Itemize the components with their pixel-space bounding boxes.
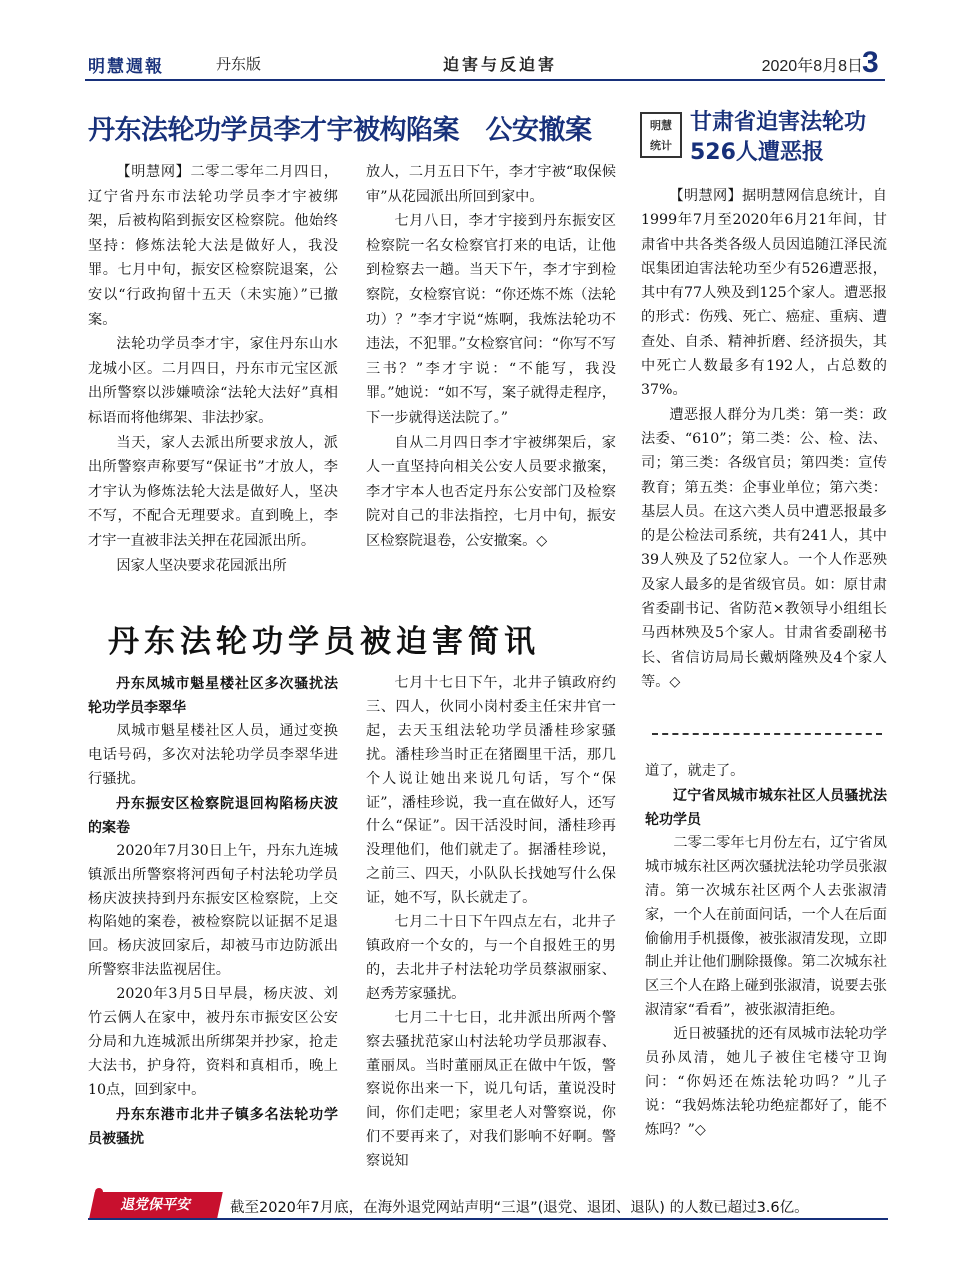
issue-date: 2020年8月8日: [761, 58, 863, 75]
brief-paragraph: 近日被骚扰的还有凤城市法轮功学员孙凤清，她儿子被住宅楼守卫询问：“你妈还在炼法轮功吗？”儿子说：“我妈炼法轮功绝症都好了，能不炼吗？”◇: [645, 1026, 887, 1138]
page-number: 3: [862, 46, 879, 79]
article1-paragraph: 因家人坚决要求花园派出所: [116, 557, 287, 574]
brief-paragraph: 七月二十七日，北井派出所两个警察去骚扰范家山村法轮功学员那淑春、董丽凤。当时董丽凤正在做中午饭，警察说你出来一下，说几句话，董说没时间，你们走吧；家里老人对警察说，你们不要再来了，对我们影响不好啊。警察说知: [366, 1009, 616, 1170]
brief-paragraph: 二零二零年七月份左右，辽宁省凤城市城东社区两次骚扰法轮功学员张淑清。第一次城东社区两个人去张淑清家，一个人在前面问话，一个人在后面偷偷用手机摄像，被张淑清发现，立即制止并让他们删除摄像。第二次城东社区三个人在路上碰到张淑清，说要去张淑清家“看看”，被张淑清拒绝。: [645, 834, 887, 1019]
brief-paragraph: 2020年7月30日上午，丹东九连城镇派出所警察将河西甸子村法轮功学员杨庆波挟持到丹东振安区检察院，上交构陷她的案卷，被检察院以证据不足退回。杨庆波回家后，却被马市边防派出所警察非法监视居住。: [88, 842, 338, 979]
sidebar-title-line-2: 526人遭恶报: [690, 140, 824, 165]
brief-subheading: 丹东振安区检察院退回构陷杨庆波的案卷: [88, 795, 338, 836]
masthead-brand: 明慧週報: [88, 57, 164, 77]
footer-banner: 退党保平安: [89, 1192, 223, 1218]
article1-paragraph: 放人，二月五日下午，李才宇被“取保候审”从花园派出所回到家中。: [366, 164, 616, 205]
sidebar-paragraph: 遭恶报人群分为几类：第一类：政法委、“610”；第二类：公、检、法、司；第三类：各级官员；第四类：宣传教育；第五类：企事业单位；第六类：基层人员。在这六类人员中遭恶报最多的是公检法司系统，共有241人，其中39人殃及了52位家人。一个人作恶殃及家人最多的是省级官员。如：原甘肃省委副书记、省防范×教领导小组组长马西林殃及5个家人。甘肃省委副秘书长、省信访局局长戴炳隆殃及4个家人等。◇: [641, 406, 887, 690]
brief-paragraph: 七月十七日下午，北井子镇政府约三、四人，伙同小岗村委主任宋井官一起，去天玉组法轮功学员潘桂珍家骚扰。潘桂珍当时正在猪圈里干活，那几个人说让她出来说几句话，写个“保证”，潘桂珍说，我一直在做好人，还写什么“保证”。因干活没时间，潘桂珍再没理他们，他们就走了。据潘桂珍说，之前三、四天，小队队长找她写什么保证，她不写，队长就走了。: [366, 675, 616, 907]
sidebar-title-line-1: 甘肃省迫害法轮功: [690, 110, 867, 135]
article1-paragraph: 当天，家人去派出所要求放人，派出所警察声称要写“保证书”才放人，李才宇认为修炼法轮大法是做好人，坚决不写，不配合无理要求。直到晚上，李才宇一直被非法关押在花园派出所。: [88, 434, 338, 549]
sidebar-paragraph: 【明慧网】据明慧网信息统计，自1999年7月至2020年6月21年间，甘肃省中共各类各级人员因追随江泽民流氓集团迫害法轮功至少有526遭恶报，其中有77人殃及到125个家人。遭恶报的形式：伤残、死亡、癌症、重病、遭查处、自杀、精神折磨、经济损失，其中死亡人数最多有192人，占总数的37%。: [641, 188, 887, 399]
article2-title: 丹东法轮功学员被迫害简讯: [108, 624, 540, 660]
brief-paragraph: 道了，就走了。: [645, 763, 745, 779]
sidebar-body: [641, 184, 887, 694]
edition-label: 丹东版: [216, 55, 262, 73]
article1-paragraph: 法轮功学员李才宇，家住丹东山水龙城小区。二月四日，丹东市元宝区派出所警察以涉嫌喷涂“法轮大法好”真相标语而将他绑架、非法抄家。: [88, 336, 338, 426]
page-header: [88, 52, 883, 78]
brief-paragraph: 2020年3月5日早晨，杨庆波、刘竹云俩人在家中，被丹东市振安区公安分局和九连城派出所绑架并抄家，抢走大法书，护身符，资料和真相币，晚上10点，回到家中。: [88, 986, 338, 1098]
article1-title: 丹东法轮功学员李才宇被构陷案 公安撤案: [88, 115, 592, 146]
article2-column-3: [645, 760, 887, 1143]
footer-rule: [88, 1218, 888, 1220]
article2-column-2: [366, 672, 616, 1174]
tag-line-2: 统计: [650, 139, 672, 152]
article1-paragraph: 七月八日，李才宇接到丹东振安区检察院一名女检察官打来的电话，让他到检察去一趟。当天下午，李才宇到检察院，女检察官说：“你还炼不炼（法轮功）？”李才宇说“炼啊，我炼法轮功不违法，不犯罪。”女检察官问：“你写不写三书？”李才宇说：“不能写，我没罪。”她说：“如不写，案子就得走程序，下一步就得送法院了。”: [366, 213, 616, 426]
footer-notice: 截至2020年7月底，在海外退党网站声明“三退”(退党、退团、退队) 的人数已超过3.6亿。: [230, 1200, 809, 1216]
brief-paragraph: 七月二十日下午四点左右，北井子镇政府一个女的，与一个自报姓王的男的，去北井子村法轮功学员蔡淑丽家、赵秀芳家骚扰。: [366, 914, 616, 1002]
article1-paragraph: 自从二月四日李才宇被绑架后，家人一直坚持向相关公安人员要求撤案，李才宇本人也否定丹东公安部门及检察院对自己的非法指控，七月中旬，振安区检察院退卷，公安撤案。◇: [366, 434, 616, 549]
brief-subheading: 丹东东港市北井子镇多名法轮功学员被骚扰: [88, 1106, 338, 1147]
article1-column-2: [366, 160, 616, 554]
sidebar-title: [690, 108, 866, 168]
brief-subheading: 丹东凤城市魁星楼社区多次骚扰法轮功学员李翠华: [88, 676, 338, 716]
brief-subheading: 辽宁省凤城市城东社区人员骚扰法轮功学员: [645, 787, 887, 828]
dashed-divider: [652, 733, 882, 735]
article2-column-1: [88, 672, 338, 1151]
article1-paragraph: 【明慧网】二零二零年二月四日，辽宁省丹东市法轮功学员李才宇被绑架，后被构陷到振安区检察院。他始终坚持：修炼法轮大法是做好人，我没罪。七月中旬，振安区检察院退案，公安以“行政拘留十五天（未实施）”已撤案。: [88, 164, 338, 328]
header-rule: [85, 79, 885, 81]
section-title: 迫害与反迫害: [443, 55, 558, 74]
brief-paragraph: 凤城市魁星楼社区人员，通过变换电话号码，多次对法轮功学员李翠华进行骚扰。: [88, 723, 338, 787]
statistics-tag-box: [640, 112, 682, 158]
article1-column-1: [88, 160, 338, 578]
tag-line-1: 明慧: [650, 119, 672, 132]
